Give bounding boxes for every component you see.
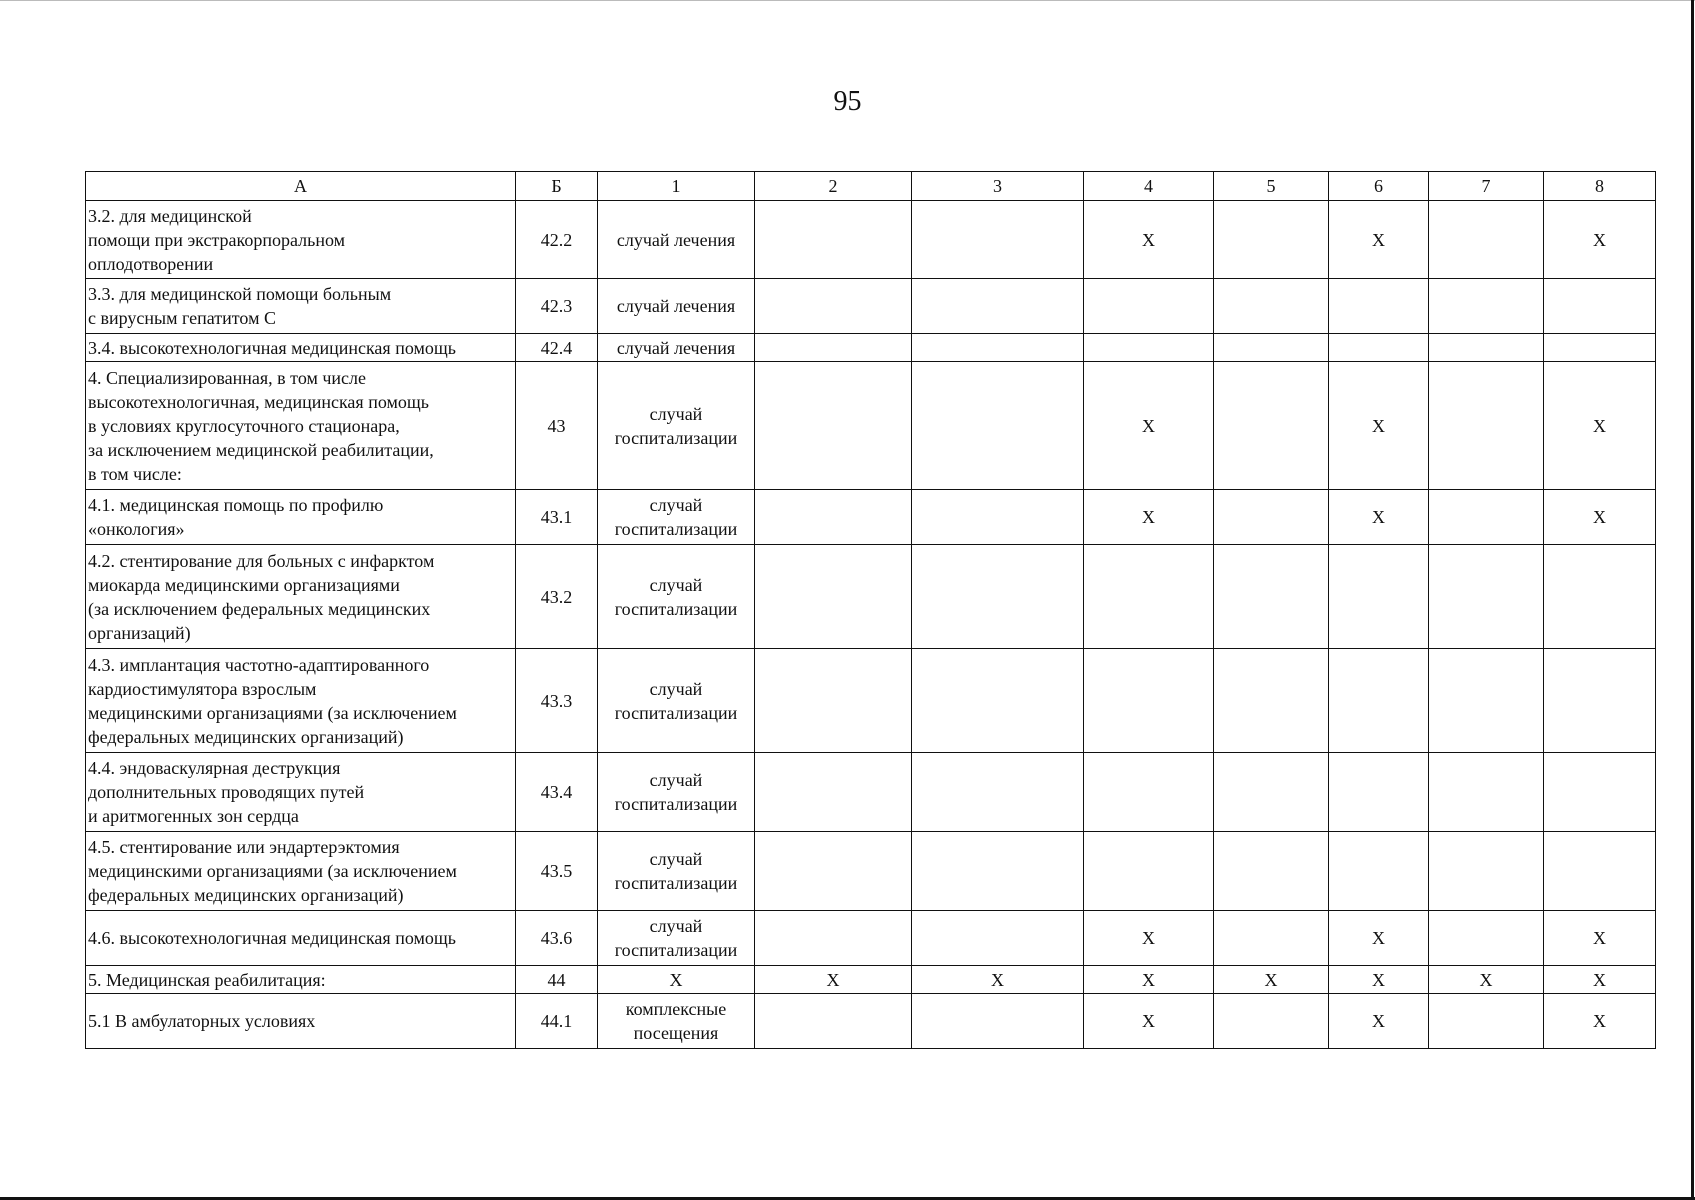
col-2-cell <box>755 201 912 279</box>
col-4-cell <box>1084 334 1214 362</box>
col-6-cell <box>1329 753 1429 832</box>
col-4-cell: Х <box>1084 966 1214 994</box>
header-cell: 3 <box>912 172 1084 201</box>
col-3-cell <box>912 545 1084 649</box>
row-unit-cell: случай госпитализации <box>598 490 755 545</box>
col-8-cell <box>1544 649 1656 753</box>
col-4-cell: Х <box>1084 911 1214 966</box>
col-2-cell: Х <box>755 966 912 994</box>
col-3-cell <box>912 832 1084 911</box>
col-2-cell <box>755 832 912 911</box>
col-3-cell <box>912 334 1084 362</box>
col-5-cell <box>1214 994 1329 1049</box>
table-row <box>86 201 1656 279</box>
table-row <box>86 279 1656 334</box>
header-cell: 4 <box>1084 172 1214 201</box>
table-row <box>86 649 1656 753</box>
col-7-cell <box>1429 649 1544 753</box>
table-row <box>86 753 1656 832</box>
row-code-cell: 43.3 <box>516 649 598 753</box>
row-code-cell: 43 <box>516 362 598 490</box>
col-2-cell <box>755 994 912 1049</box>
header-cell: Б <box>516 172 598 201</box>
row-code-cell: 43.6 <box>516 911 598 966</box>
data-table <box>85 171 1656 1049</box>
row-code-cell: 42.4 <box>516 334 598 362</box>
col-5-cell <box>1214 753 1329 832</box>
row-code-cell: 44.1 <box>516 994 598 1049</box>
row-name-cell: 4.4. эндоваскулярная деструкция дополнительных проводящих путей и аритмогенных зон сердца <box>86 753 516 832</box>
col-8-cell <box>1544 832 1656 911</box>
col-7-cell <box>1429 490 1544 545</box>
row-name-cell: 4.1. медицинская помощь по профилю «онкология» <box>86 490 516 545</box>
col-4-cell <box>1084 832 1214 911</box>
col-7-cell: Х <box>1429 966 1544 994</box>
col-2-cell <box>755 490 912 545</box>
col-3-cell <box>912 201 1084 279</box>
row-unit-cell: случай госпитализации <box>598 832 755 911</box>
col-8-cell <box>1544 279 1656 334</box>
col-2-cell <box>755 753 912 832</box>
row-code-cell: 42.2 <box>516 201 598 279</box>
header-cell: 8 <box>1544 172 1656 201</box>
col-7-cell <box>1429 911 1544 966</box>
col-6-cell <box>1329 832 1429 911</box>
col-3-cell <box>912 911 1084 966</box>
col-2-cell <box>755 911 912 966</box>
col-4-cell <box>1084 649 1214 753</box>
row-name-cell: 3.4. высокотехнологичная медицинская помощь <box>86 334 516 362</box>
col-6-cell: Х <box>1329 362 1429 490</box>
col-2-cell <box>755 279 912 334</box>
row-unit-cell: Х <box>598 966 755 994</box>
col-5-cell <box>1214 201 1329 279</box>
header-cell: 5 <box>1214 172 1329 201</box>
row-code-cell: 43.2 <box>516 545 598 649</box>
col-6-cell <box>1329 545 1429 649</box>
row-unit-cell: случай госпитализации <box>598 545 755 649</box>
col-8-cell: Х <box>1544 994 1656 1049</box>
table-header-row <box>86 172 1656 201</box>
row-unit-cell: случай госпитализации <box>598 362 755 490</box>
table-row <box>86 911 1656 966</box>
row-name-cell: 5. Медицинская реабилитация: <box>86 966 516 994</box>
col-4-cell: Х <box>1084 201 1214 279</box>
row-unit-cell: комплексные посещения <box>598 994 755 1049</box>
row-name-cell: 4.3. имплантация частотно-адаптированного кардиостимулятора взрослым медицинскими организациями (за исключением федеральных медицинских организаций) <box>86 649 516 753</box>
col-8-cell: Х <box>1544 490 1656 545</box>
header-cell: 7 <box>1429 172 1544 201</box>
row-code-cell: 43.1 <box>516 490 598 545</box>
col-4-cell <box>1084 545 1214 649</box>
col-8-cell: Х <box>1544 362 1656 490</box>
row-name-cell: 4.6. высокотехнологичная медицинская помощь <box>86 911 516 966</box>
row-unit-cell: случай лечения <box>598 334 755 362</box>
col-4-cell <box>1084 753 1214 832</box>
table-body <box>86 201 1656 1049</box>
col-8-cell <box>1544 545 1656 649</box>
row-code-cell: 42.3 <box>516 279 598 334</box>
header-cell: А <box>86 172 516 201</box>
col-6-cell <box>1329 649 1429 753</box>
col-2-cell <box>755 545 912 649</box>
col-2-cell <box>755 649 912 753</box>
col-3-cell <box>912 362 1084 490</box>
col-8-cell <box>1544 753 1656 832</box>
col-2-cell <box>755 334 912 362</box>
col-5-cell <box>1214 279 1329 334</box>
col-4-cell: Х <box>1084 994 1214 1049</box>
col-5-cell <box>1214 490 1329 545</box>
row-code-cell: 43.4 <box>516 753 598 832</box>
col-6-cell: Х <box>1329 911 1429 966</box>
col-5-cell <box>1214 334 1329 362</box>
row-name-cell: 3.3. для медицинской помощи больным с вирусным гепатитом С <box>86 279 516 334</box>
col-7-cell <box>1429 279 1544 334</box>
col-3-cell <box>912 649 1084 753</box>
col-5-cell: Х <box>1214 966 1329 994</box>
row-unit-cell: случай госпитализации <box>598 911 755 966</box>
col-6-cell: Х <box>1329 201 1429 279</box>
table-row <box>86 966 1656 994</box>
col-6-cell <box>1329 279 1429 334</box>
col-3-cell <box>912 490 1084 545</box>
col-4-cell: Х <box>1084 490 1214 545</box>
page-number: 95 <box>833 86 862 117</box>
col-5-cell <box>1214 649 1329 753</box>
col-5-cell <box>1214 911 1329 966</box>
row-unit-cell: случай лечения <box>598 279 755 334</box>
row-code-cell: 44 <box>516 966 598 994</box>
table-row <box>86 832 1656 911</box>
col-8-cell: Х <box>1544 966 1656 994</box>
col-7-cell <box>1429 994 1544 1049</box>
col-8-cell: Х <box>1544 201 1656 279</box>
row-unit-cell: случай госпитализации <box>598 753 755 832</box>
col-6-cell: Х <box>1329 490 1429 545</box>
col-2-cell <box>755 362 912 490</box>
col-4-cell <box>1084 279 1214 334</box>
row-name-cell: 4.5. стентирование или эндартерэктомия медицинскими организациями (за исключением федеральных медицинских организаций) <box>86 832 516 911</box>
col-5-cell <box>1214 362 1329 490</box>
row-unit-cell: случай лечения <box>598 201 755 279</box>
page-right-edge <box>1691 0 1694 1200</box>
table-row <box>86 490 1656 545</box>
col-3-cell <box>912 753 1084 832</box>
table-row <box>86 994 1656 1049</box>
col-3-cell <box>912 994 1084 1049</box>
col-5-cell <box>1214 545 1329 649</box>
row-name-cell: 4.2. стентирование для больных с инфарктом миокарда медицинскими организациями (за исключением федеральных медицинских организаций) <box>86 545 516 649</box>
col-4-cell: Х <box>1084 362 1214 490</box>
table-row <box>86 362 1656 490</box>
col-6-cell <box>1329 334 1429 362</box>
header-cell: 6 <box>1329 172 1429 201</box>
page-top-edge <box>0 0 1695 1</box>
header-cell: 2 <box>755 172 912 201</box>
col-7-cell <box>1429 545 1544 649</box>
col-6-cell: Х <box>1329 994 1429 1049</box>
col-8-cell <box>1544 334 1656 362</box>
row-code-cell: 43.5 <box>516 832 598 911</box>
col-3-cell: Х <box>912 966 1084 994</box>
table-row <box>86 545 1656 649</box>
col-3-cell <box>912 279 1084 334</box>
table-row <box>86 334 1656 362</box>
col-7-cell <box>1429 201 1544 279</box>
row-name-cell: 5.1 В амбулаторных условиях <box>86 994 516 1049</box>
col-7-cell <box>1429 334 1544 362</box>
col-5-cell <box>1214 832 1329 911</box>
col-7-cell <box>1429 362 1544 490</box>
col-7-cell <box>1429 832 1544 911</box>
col-6-cell: Х <box>1329 966 1429 994</box>
row-unit-cell: случай госпитализации <box>598 649 755 753</box>
header-cell: 1 <box>598 172 755 201</box>
row-name-cell: 3.2. для медицинской помощи при экстракорпоральном оплодотворении <box>86 201 516 279</box>
col-8-cell: Х <box>1544 911 1656 966</box>
row-name-cell: 4. Специализированная, в том числе высокотехнологичная, медицинская помощь в условиях круглосуточного стационара, за исключением медицинской реабилитации, в том числе: <box>86 362 516 490</box>
col-7-cell <box>1429 753 1544 832</box>
